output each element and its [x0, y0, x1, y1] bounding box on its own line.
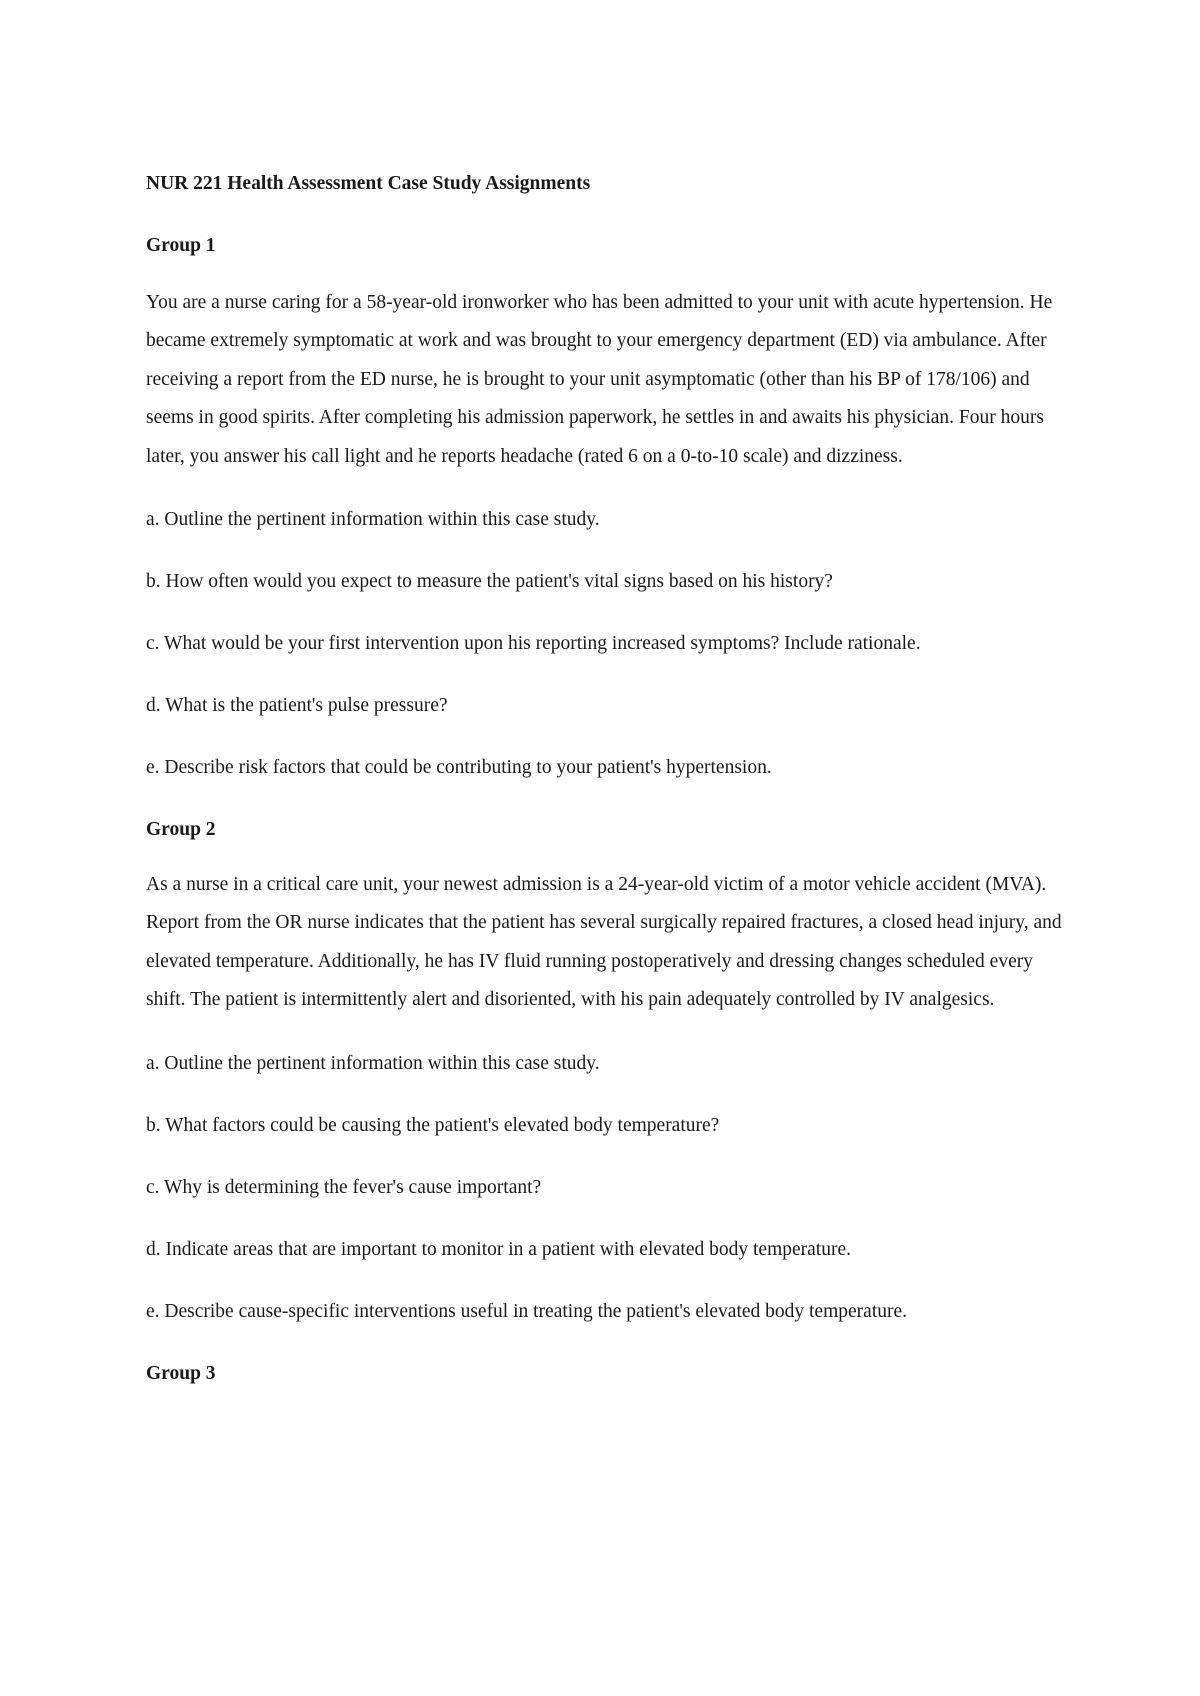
group-heading: Group 2 [146, 819, 216, 841]
question-item: e. Describe risk factors that could be contributing to your patient's hypertension. [146, 757, 772, 779]
question-item: e. Describe cause-specific interventions useful in treating the patient's elevated body temperature. [146, 1300, 908, 1322]
question-item: a. Outline the pertinent information within this case study. [146, 1052, 600, 1074]
question-item: b. What factors could be causing the patient's elevated body temperature? [146, 1114, 720, 1136]
document-body [146, 170, 1076, 1388]
question-item: c. What would be your first intervention upon his reporting increased symptoms? Include rationale. [146, 633, 921, 655]
question-item: c. Why is determining the fever's cause important? [146, 1176, 542, 1198]
question-item: b. How often would you expect to measure the patient's vital signs based on his history? [146, 571, 833, 593]
question-item: d. Indicate areas that are important to monitor in a patient with elevated body temperature. [146, 1238, 851, 1260]
group-1-section [146, 232, 1076, 782]
case-scenario: You are a nurse caring for a 58-year-old ironworker who has been admitted to your unit with acute hypertension. He became extremely symptomatic at work and was brought to your emergency department (ED) via ambulance. After receiving a report from the ED nurse, he is brought to your unit asymptomatic (other than his BP of 178/106) and seems in good spirits. After completing his admission paperwork, he settles in and awaits his physician. Four hours later, you answer his call light and he reports headache (rated 6 on a 0-to-10 scale) and dizziness. [146, 292, 1053, 467]
document-title: NUR 221 Health Assessment Case Study Assignments [146, 173, 591, 194]
group-2-section [146, 816, 1076, 1326]
question-item: d. What is the patient's pulse pressure? [146, 695, 448, 717]
case-scenario: As a nurse in a critical care unit, your newest admission is a 24-year-old victim of a motor vehicle accident (MVA). Report from the OR nurse indicates that the patient has several surgically repaired fractures, a closed head injury, and elevated temperature. Additionally, he has IV fluid running postoperatively and dressing changes scheduled every shift. The patient is intermittently alert and disoriented, with his pain adequately controlled by IV analgesics. [146, 874, 1062, 1011]
group-heading: Group 3 [146, 1362, 216, 1384]
group-3-section [146, 1360, 1076, 1388]
question-item: a. Outline the pertinent information within this case study. [146, 509, 600, 531]
group-heading: Group 1 [146, 235, 216, 256]
